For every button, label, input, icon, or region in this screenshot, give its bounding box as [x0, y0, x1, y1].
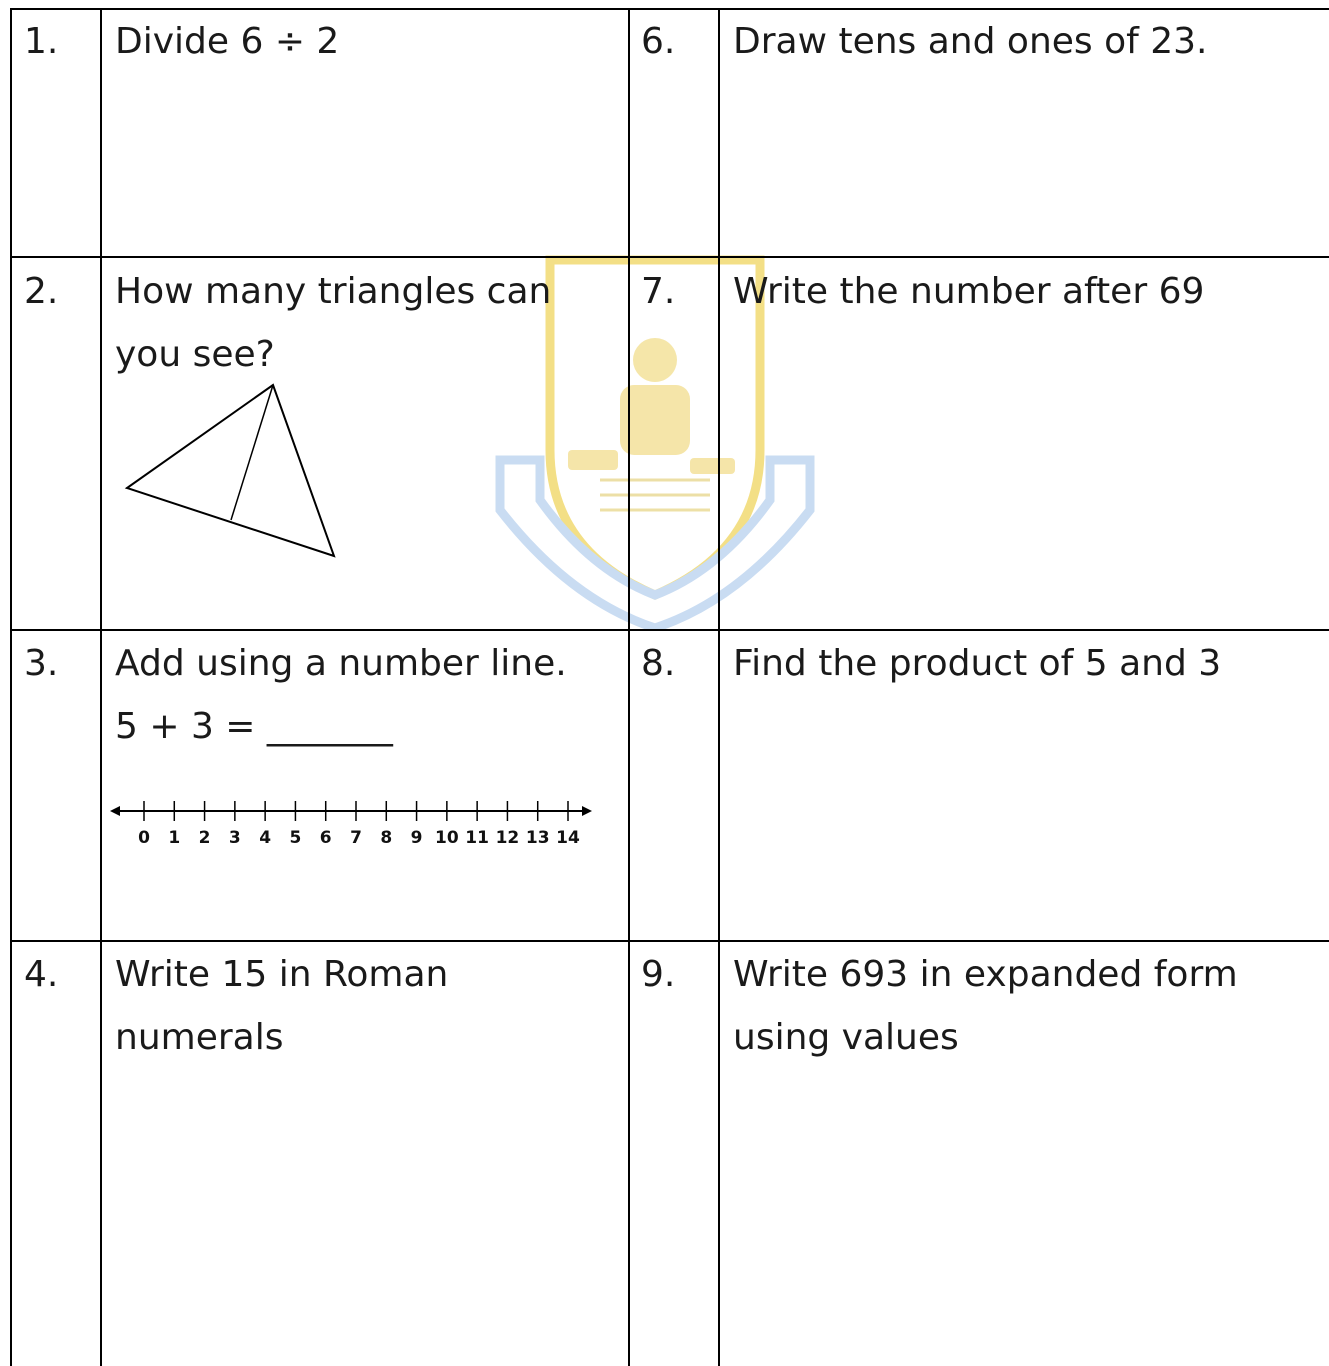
outer-triangle: [127, 385, 334, 556]
arrow-right-icon: [582, 806, 592, 816]
question-text: Write 15 in Roman numerals: [115, 954, 449, 1058]
number-line-label: 10: [435, 828, 459, 848]
row-divider: [10, 629, 1329, 631]
question-number: 8.: [641, 643, 676, 684]
number-line-label: 5: [289, 828, 302, 848]
number-line-label: 0: [138, 828, 150, 848]
number-line-label: 8: [380, 828, 393, 848]
row-divider: [10, 940, 1329, 942]
number-line-label: 6: [319, 828, 332, 848]
question-number: 7.: [641, 271, 676, 312]
column-divider: [100, 8, 102, 1366]
arrow-left-icon: [110, 806, 120, 816]
triangle-figure: [120, 380, 345, 565]
question-text: Write the number after 69: [733, 271, 1205, 312]
equation-with-blank: 5 + 3 = _______: [115, 706, 393, 747]
question-text: Add using a number line.: [115, 643, 567, 684]
question-number: 6.: [641, 21, 676, 62]
table-border-left: [10, 8, 12, 1366]
question-text: Write 693 in expanded form using values: [733, 954, 1238, 1058]
number-line-label: 13: [525, 828, 550, 848]
number-line-label: 12: [495, 828, 520, 848]
number-line-label: 11: [465, 828, 489, 848]
dividing-line: [231, 385, 273, 520]
number-line-label: 7: [350, 828, 362, 848]
number-line-label: 2: [198, 828, 211, 848]
question-text: Divide 6 ÷ 2: [115, 21, 340, 62]
number-line-label: 4: [259, 828, 272, 848]
question-text: Find the product of 5 and 3: [733, 643, 1222, 684]
column-divider: [718, 8, 720, 1366]
number-line-label: 1: [168, 828, 181, 848]
number-line-label: 9: [410, 828, 423, 848]
question-number: 2.: [24, 271, 59, 312]
column-divider: [628, 8, 630, 1366]
question-text: How many triangles can you see?: [115, 271, 552, 375]
question-number: 9.: [641, 954, 676, 995]
number-line: [108, 795, 598, 855]
question-number: 1.: [24, 21, 59, 62]
number-line-label: 14: [556, 828, 580, 848]
question-text: Draw tens and ones of 23.: [733, 21, 1208, 62]
number-line-label: 3: [228, 828, 241, 848]
question-number: 4.: [24, 954, 59, 995]
question-number: 3.: [24, 643, 59, 684]
row-divider: [10, 256, 1329, 258]
